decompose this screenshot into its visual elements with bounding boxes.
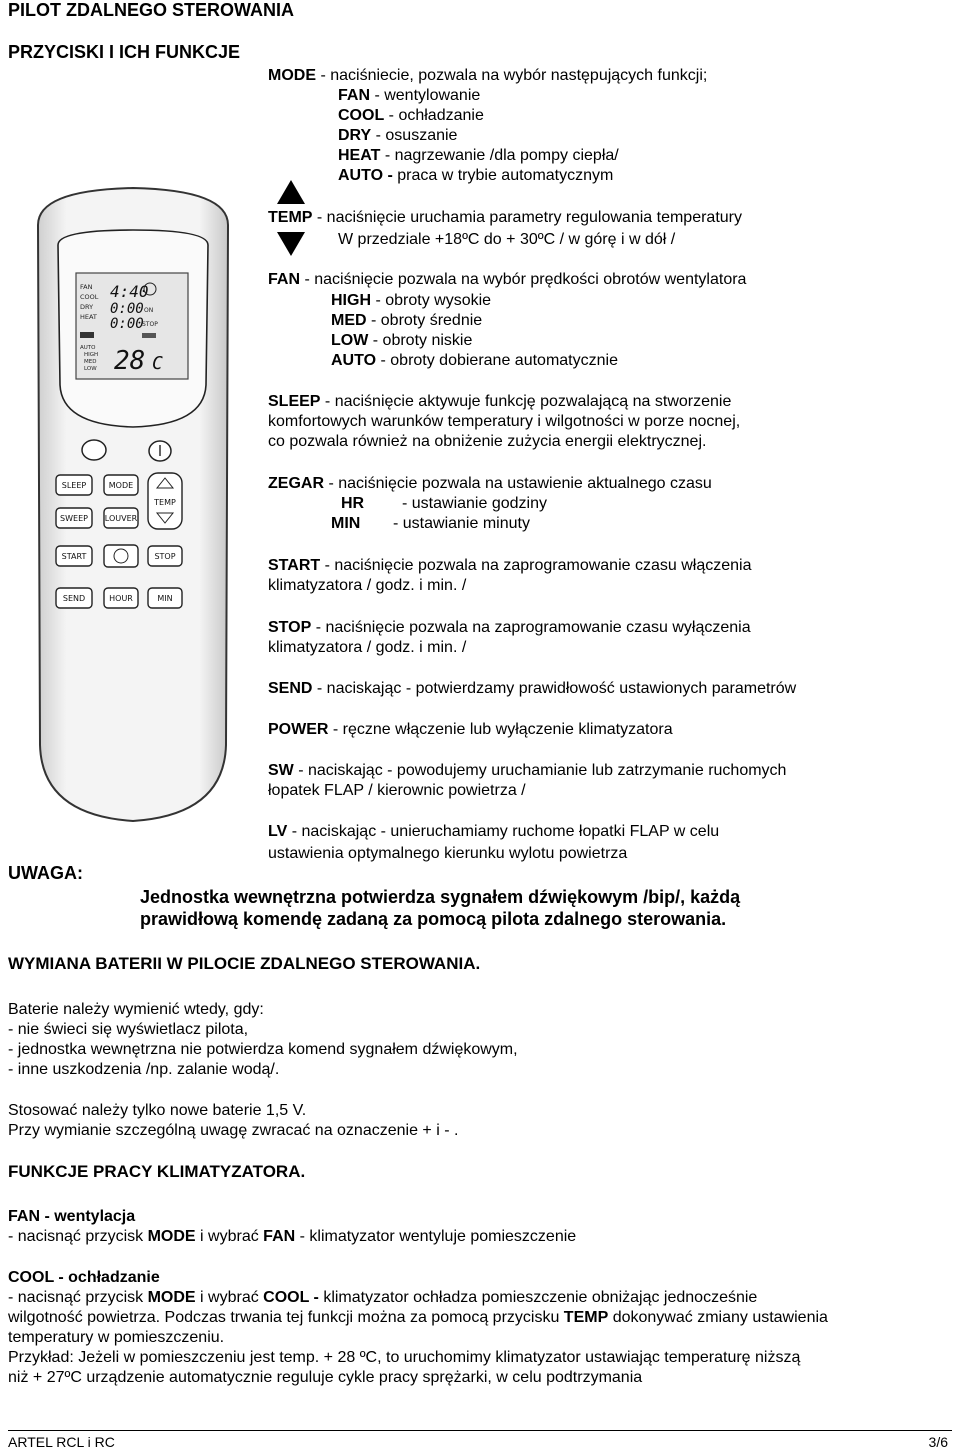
fan-description [268,270,746,290]
function-cool-line-4: Przykład: Jeżeli w pomieszczeniu jest temp. + 28 ºC, to uruchomimy klimatyzator ustawiając temperaturę niższą [8,1349,801,1366]
fan-item-auto [331,351,618,371]
fan-item-high [331,291,491,311]
fan-item-value: - obroty średnie [366,312,483,329]
sleep-description [268,392,731,412]
send-description [268,679,796,699]
temp-up-arrow-icon [277,180,305,204]
lcd-label-dry: DRY [80,303,94,311]
battery-line-3: - jednostka wewnętrzna nie potwierdza komend sygnałem dźwiękowym, [8,1041,518,1058]
text-span: dokonywać zmiany ustawienia [608,1309,828,1326]
battery-note-1: Stosować należy tylko nowe baterie 1,5 V. [8,1102,307,1119]
function-cool-line-1 [8,1288,952,1308]
stop-label: STOP [268,619,312,636]
start-line-2: klimatyzatora / godz. i min. / [268,577,467,594]
battery-line-2: - nie świeci się wyświetlacz pilota, [8,1021,249,1038]
lcd-med: MED [84,359,97,365]
text-span: - nacisnąć przycisk [8,1228,148,1245]
uwaga-line-1: Jednostka wewnętrzna potwierdza sygnałem dźwiękowym /bip/, każdą [140,887,741,907]
function-cool-key: COOL [8,1269,54,1286]
zegar-hr-label: HR [341,495,365,512]
mode-item-value: - nagrzewanie /dla pompy ciepła/ [380,147,619,164]
fan-item-key: HIGH [331,292,371,309]
function-cool-line-5: niż + 27ºC urządzenie automatycznie reguluje cykle pracy sprężarki, w celu podtrzymania [8,1369,643,1386]
text-span: wilgotność powietrza. Podczas trwania tej funkcji można za pomocą przycisku [8,1309,564,1326]
function-fan-heading [8,1207,135,1227]
mode-item-value: praca w trybie automatycznym [397,167,614,184]
text-span: i wybrać [195,1289,264,1306]
btn-sleep-label: SLEEP [61,481,87,490]
page-number: 3/6 [928,1434,948,1450]
btn-hour-label: HOUR [109,594,133,603]
fan-keyword: FAN [263,1228,296,1245]
zegar-description [268,474,712,494]
fan-item-key: MED [331,312,367,329]
lcd-on: ON [144,307,154,314]
lcd-high: HIGH [84,352,99,358]
fan-item-low [331,331,472,351]
lv-line-2: ustawienia optymalnego kierunku wylotu powietrza [268,845,628,862]
zegar-text: - naciśnięcie pozwala na ustawienie aktualnego czasu [324,475,712,492]
mode-item-fan [338,86,480,106]
sw-label: SW [268,762,294,779]
stop-line-2: klimatyzatora / godz. i min. / [268,639,467,656]
sw-description [268,761,786,781]
footer-divider [8,1430,952,1431]
mode-item-key: HEAT [338,147,381,164]
btn-send-label: SEND [62,594,86,603]
function-fan-key: FAN [8,1208,40,1225]
mode-keyword: MODE [147,1228,196,1245]
functions-heading: FUNKCJE PRACY KLIMATYZATORA. [8,1162,306,1181]
page-title: PILOT ZDALNEGO STEROWANIA [8,0,294,20]
start-description [268,556,751,576]
zegar-label: ZEGAR [268,475,324,492]
sleep-line-3: co pozwala również na obniżenie zużycia energii elektrycznej. [268,433,707,450]
btn-sweep-label: SWEEP [60,514,88,523]
lcd-label-heat: HEAT [80,313,97,321]
mode-item-value: - wentylowanie [370,87,481,104]
uwaga-line-2: prawidłową komendę zadaną za pomocą pilota zdalnego sterowania. [140,909,727,929]
mode-item-key: DRY [338,127,372,144]
send-text: - naciskając - potwierdzamy prawidłowość ustawionych parametrów [312,680,797,697]
btn-mode-label: MODE [108,481,134,490]
send-label: SEND [268,680,313,697]
mode-item-value: - ochładzanie [384,107,484,124]
lcd-temp: 28 [114,346,146,376]
power-text: - ręczne włączenie lub wyłączenie klimatyzatora [328,721,673,738]
btn-start-label: START [61,552,87,561]
cool-keyword: COOL - [263,1289,319,1306]
battery-line-4: - inne uszkodzenia /np. zalanie wodą/. [8,1061,280,1078]
mode-text: - naciśniecie, pozwala na wybór następujących funkcji; [316,67,708,84]
mode-item-key: AUTO - [338,167,398,184]
lv-label: LV [268,823,288,840]
zegar-hr-text: - ustawianie godziny [402,495,547,512]
lcd-time-2: 0:00 [110,301,144,317]
fan-item-value: - obroty niskie [368,332,473,349]
text-span: - klimatyzator wentyluje pomieszczenie [295,1228,577,1245]
fan-item-value: - obroty wysokie [371,292,492,309]
mode-item-key: COOL [338,107,385,124]
lcd-auto: AUTO [80,345,96,351]
btn-temp-label: TEMP [154,498,176,507]
text-span: - nacisnąć przycisk [8,1289,148,1306]
remote-control-illustration [28,185,238,825]
temp-down-arrow-icon [277,232,305,256]
mode-item-cool [338,106,484,126]
section-heading-buttons: PRZYCISKI I ICH FUNKCJE [8,42,241,62]
fan-item-key: AUTO [331,352,377,369]
battery-line-1: Baterie należy wymienić wtedy, gdy: [8,1001,264,1018]
fan-text: - naciśnięcie pozwala na wybór prędkości obrotów wentylatora [300,271,747,288]
sleep-line-2: komfortowych warunków temperatury i wilgotności w porze nocnej, [268,413,741,430]
btn-min-label: MIN [157,594,173,603]
function-cool-line-2 [8,1308,828,1328]
lcd-time-3: 0:00 [110,316,144,332]
mode-label: MODE [268,67,316,84]
power-label: POWER [268,721,329,738]
mode-keyword: MODE [147,1289,196,1306]
lcd-unit: C [152,353,163,374]
uwaga-label: UWAGA: [8,863,83,883]
function-cool-heading [8,1268,160,1288]
function-cool-value: - ochładzanie [53,1269,160,1286]
fan-label: FAN [268,271,300,288]
start-text: - naciśnięcie pozwala na zaprogramowanie czasu włączenia [320,557,752,574]
sw-line-2: łopatek FLAP / kierownic powietrza / [268,782,526,799]
temp-range: W przedziale +18ºC do + 30ºC / w górę i w dół / [338,231,676,248]
mode-item-auto [338,166,613,186]
battery-heading: WYMIANA BATERII W PILOCIE ZDALNEGO STEROWANIA. [8,954,481,973]
mode-item-dry [338,126,457,146]
temp-text: - naciśnięcie uruchamia parametry regulowania temperatury [312,209,742,226]
lcd-stop: STOP [142,321,158,328]
function-fan-line [8,1227,576,1247]
fan-item-value: - obroty dobierane automatycznie [376,352,618,369]
footer-left: ARTEL RCL i RC [8,1434,115,1450]
lcd-low: LOW [84,366,97,372]
mode-item-heat [338,146,619,166]
sw-text: - naciskając - powodujemy uruchamianie lub zatrzymanie ruchomych [293,762,787,779]
fan-item-med [331,311,482,331]
mode-item-value: - osuszanie [371,127,458,144]
power-description [268,720,673,740]
temp-label: TEMP [268,209,313,226]
lv-description [268,822,719,842]
zegar-min-text: - ustawianie minuty [393,515,530,532]
fan-item-key: LOW [331,332,369,349]
stop-description [268,618,751,638]
sleep-text: - naciśnięcie aktywuje funkcję pozwalającą na stworzenie [320,393,732,410]
lcd-label-fan: FAN [80,283,93,291]
lv-text: - naciskając - unieruchamiamy ruchome łopatki FLAP w celu [287,823,720,840]
mode-description [268,66,707,86]
text-span: i wybrać [195,1228,264,1245]
temp-description [268,208,742,228]
function-fan-value: - wentylacja [40,1208,136,1225]
lcd-time-1: 4:40 [110,282,149,301]
btn-louver-label: LOUVER [104,514,138,523]
text-span: klimatyzator ochładza pomieszczenie obniżając jednocześnie [318,1289,758,1306]
battery-note-2: Przy wymianie szczególną uwagę zwracać na oznaczenie + i - . [8,1122,459,1139]
sleep-label: SLEEP [268,393,321,410]
temp-keyword: TEMP [563,1309,609,1326]
lcd-label-cool: COOL [80,293,99,301]
btn-stop-label: STOP [154,552,176,561]
stop-text: - naciśnięcie pozwala na zaprogramowanie czasu wyłączenia [311,619,751,636]
mode-item-key: FAN [338,87,370,104]
start-label: START [268,557,321,574]
function-cool-line-3: temperatury w pomieszczeniu. [8,1329,225,1346]
zegar-min-label: MIN [331,515,361,532]
